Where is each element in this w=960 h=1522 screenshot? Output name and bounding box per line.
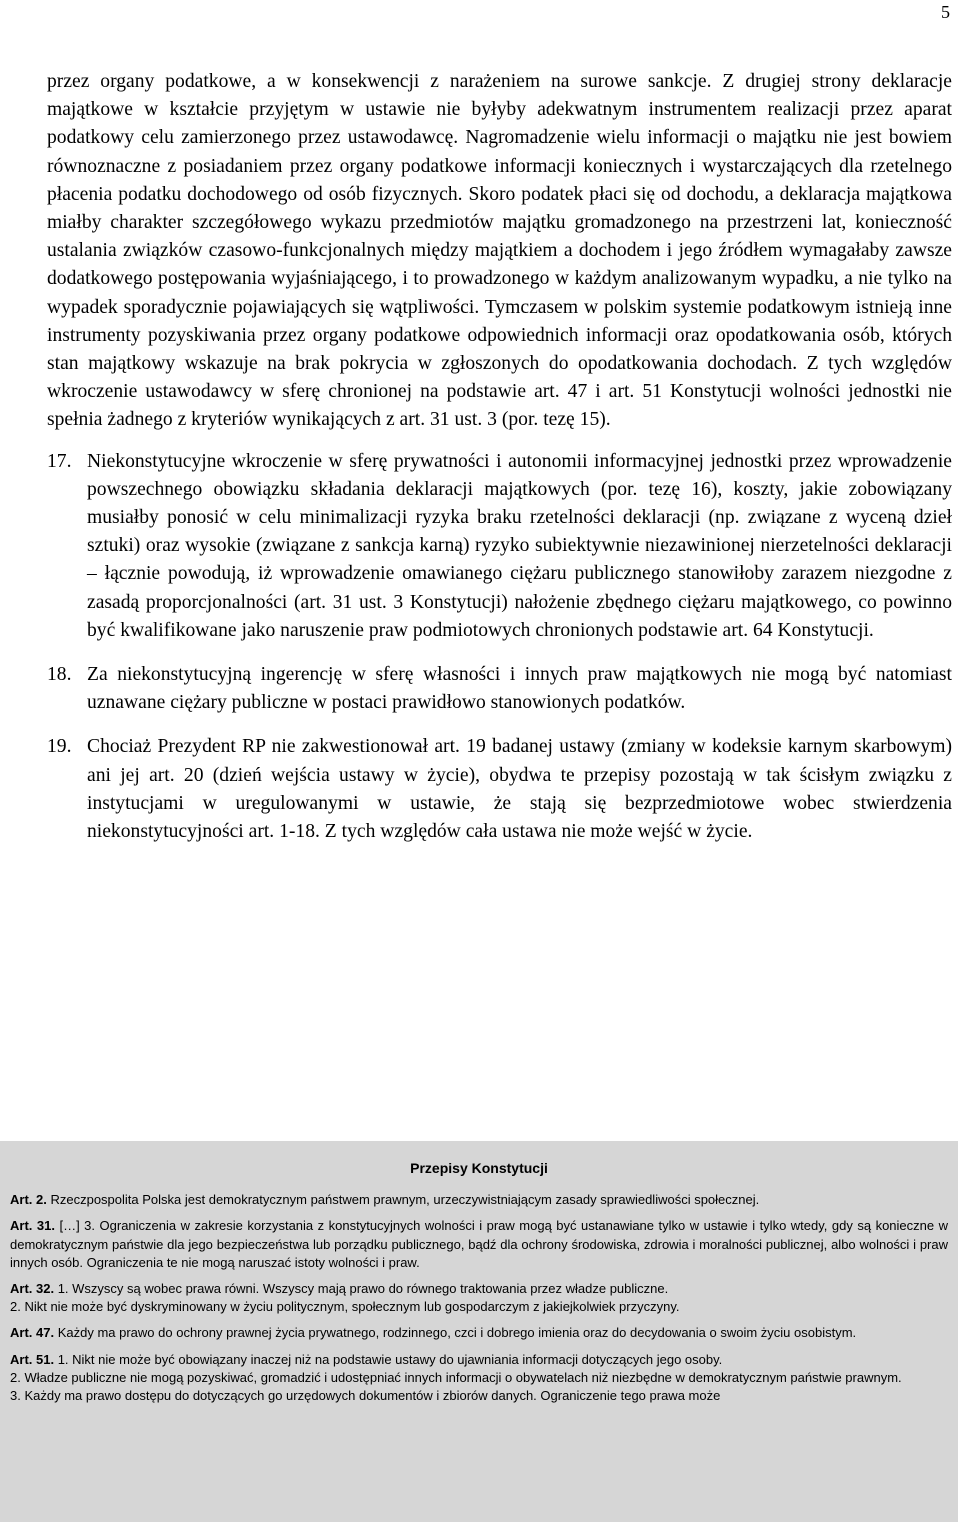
article-label: Art. 32. (10, 1281, 55, 1297)
page-number: 5 (941, 2, 950, 22)
point-number: 18. (47, 664, 72, 686)
point-19 (47, 733, 952, 846)
article-32 (10, 1280, 948, 1316)
article-label: Art. 2. (10, 1192, 47, 1208)
article-text: […] 3. Ograniczenia w zakresie korzystania z konstytucyjnych wolności i praw mogą być ustanawiane tylko w ustawie i tylko wtedy, gdy są konieczne w demokratycznym państwie dla jego bezpieczeństwa lub porządku publicznego, bądź dla ochrony środowiska, zdrowia i moralności publicznej, albo wolności i praw innych osób. Ograniczenia te nie mogą naruszać istoty wolności i praw. (10, 1218, 948, 1270)
point-number: 17. (47, 450, 72, 472)
intro-paragraph: przez organy podatkowe, a w konsekwencji z narażeniem na surowe sankcje. Z drugiej strony deklaracje majątkowe w kształcie przyjętym w ustawie nie byłyby adekwatnym instrumentem realizacji przez aparat podatkowy celu zamierzonego przez ustawodawcę. Nagromadzenie wielu informacji o majątku nie jest bowiem równoznaczne z posiadaniem przez organy podatkowe informacji koniecznych i wystarczających dla rzetelnego płacenia podatku dochodowego od osób fizycznych. Skoro podatek płaci się od dochodu, a deklaracja majątkowa miałby charakter szczegółowego wykazu przedmiotów majątku gromadzonego na przestrzeni lat, konieczność ustalania związków czasowo-funkcjonalnych między majątkiem a dochodem i jego źródłem wymagałaby zawsze dodatkowego postępowania wyjaśniającego, i to prowadzonego w każdym analizowanym wypadku, a nie tylko na wypadek sporadycznie pojawiających się wątpliwości. Tymczasem w polskim systemie podatkowym istnieją inne instrumenty pozyskiwania przez organy podatkowe odpowiednich informacji oraz opodatkowania osób, których stan majątkowy wskazuje na brak pokrycia w zgłoszonych do opodatkowania dochodach. Z tych względów wkroczenie ustawodawcy w sferę chronionej na podstawie art. 47 i art. 51 Konstytucji wolności jednostki nie spełnia żadnego z kryteriów wynikających z art. 31 ust. 3 (por. tezę 15). (47, 71, 952, 431)
article-label: Art. 51. (10, 1351, 55, 1367)
article-text: 3. Każdy ma prawo dostępu do dotyczących go urzędowych dokumentów i zbiorów danych. Ograniczenie tego prawa może (10, 1388, 721, 1404)
article-text: 1. Wszyscy są wobec prawa równi. Wszyscy mają prawo do równego traktowania przez władze publiczne. (57, 1281, 669, 1297)
article-text: 1. Nikt nie może być obowiązany inaczej niż na podstawie ustawy do ujawniania informacji dotyczących jego osoby. (57, 1351, 723, 1367)
article-51 (10, 1351, 948, 1406)
article-label: Art. 47. (10, 1325, 55, 1341)
article-text: Rzeczpospolita Polska jest demokratycznym państwem prawnym, urzeczywistniającym zasady sprawiedliwości społecznej. (50, 1192, 760, 1208)
main-text (47, 68, 952, 846)
article-31 (10, 1217, 948, 1272)
article-text: 2. Nikt nie może być dyskryminowany w życiu politycznym, społecznym lub gospodarczym z jakiejkolwiek przyczyny. (10, 1299, 680, 1315)
box-title: Przepisy Konstytucji (410, 1160, 548, 1176)
point-17 (47, 448, 952, 645)
article-47 (10, 1324, 948, 1342)
point-text: Niekonstytucyjne wkroczenie w sferę prywatności i autonomii informacyjnej jednostki przez wprowadzenie powszechnego obowiązku składania deklaracji majątkowych (por. tezę 16), koszty, jakie zobowiązany musiałby ponosić w celu minimalizacji ryzyka braku rzetelności deklaracji (np. związane z wyceną dzieł sztuki) oraz wysokie (związane z sankcja karną) ryzyko subiektywnie niezawinionej nierzetelności deklaracji – łącznie powodują, iż wprowadzenie omawianego ciężaru publicznego stanowiłoby zarazem niezgodne z zasadą proporcjonalności (art. 31 ust. 3 Konstytucji) nałożenie zbędnego ciężaru majątkowego, co powinno być kwalifikowane jako naruszenie praw podmiotowych chronionych podstawie art. 64 Konstytucji. (87, 450, 952, 641)
point-text: Chociaż Prezydent RP nie zakwestionował art. 19 badanej ustawy (zmiany w kodeksie karnym skarbowym) ani jej art. 20 (dzień wejścia ustawy w życie), obydwa te przepisy pozostają w tak ścisłym związku z instytucjami w uregulowanymi w ustawie, że stają się bezprzedmiotowe wobec stwierdzenia niekonstytucyjności art. 1-18. Z tych względów cała ustawa nie może wejść w życie. (87, 736, 952, 843)
point-number: 19. (47, 736, 72, 758)
article-2 (10, 1191, 948, 1209)
point-text: Za niekonstytucyjną ingerencję w sferę własności i innych praw majątkowych nie mogą być natomiast uznawane ciężary publiczne w postaci prawidłowo stanowionych podatków. (87, 664, 952, 714)
constitution-provisions-box (0, 1141, 958, 1522)
article-label: Art. 31. (10, 1218, 55, 1234)
point-18 (47, 661, 952, 717)
article-text: 2. Władze publiczne nie mogą pozyskiwać, gromadzić i udostępniać innych informacji o obywatelach niż niezbędne w demokratycznym państwie prawnym. (10, 1369, 902, 1385)
article-text: Każdy ma prawo do ochrony prawnej życia prywatnego, rodzinnego, czci i dobrego imienia oraz do decydowania o swoim życiu osobistym. (57, 1325, 857, 1341)
numbered-points (47, 448, 952, 847)
